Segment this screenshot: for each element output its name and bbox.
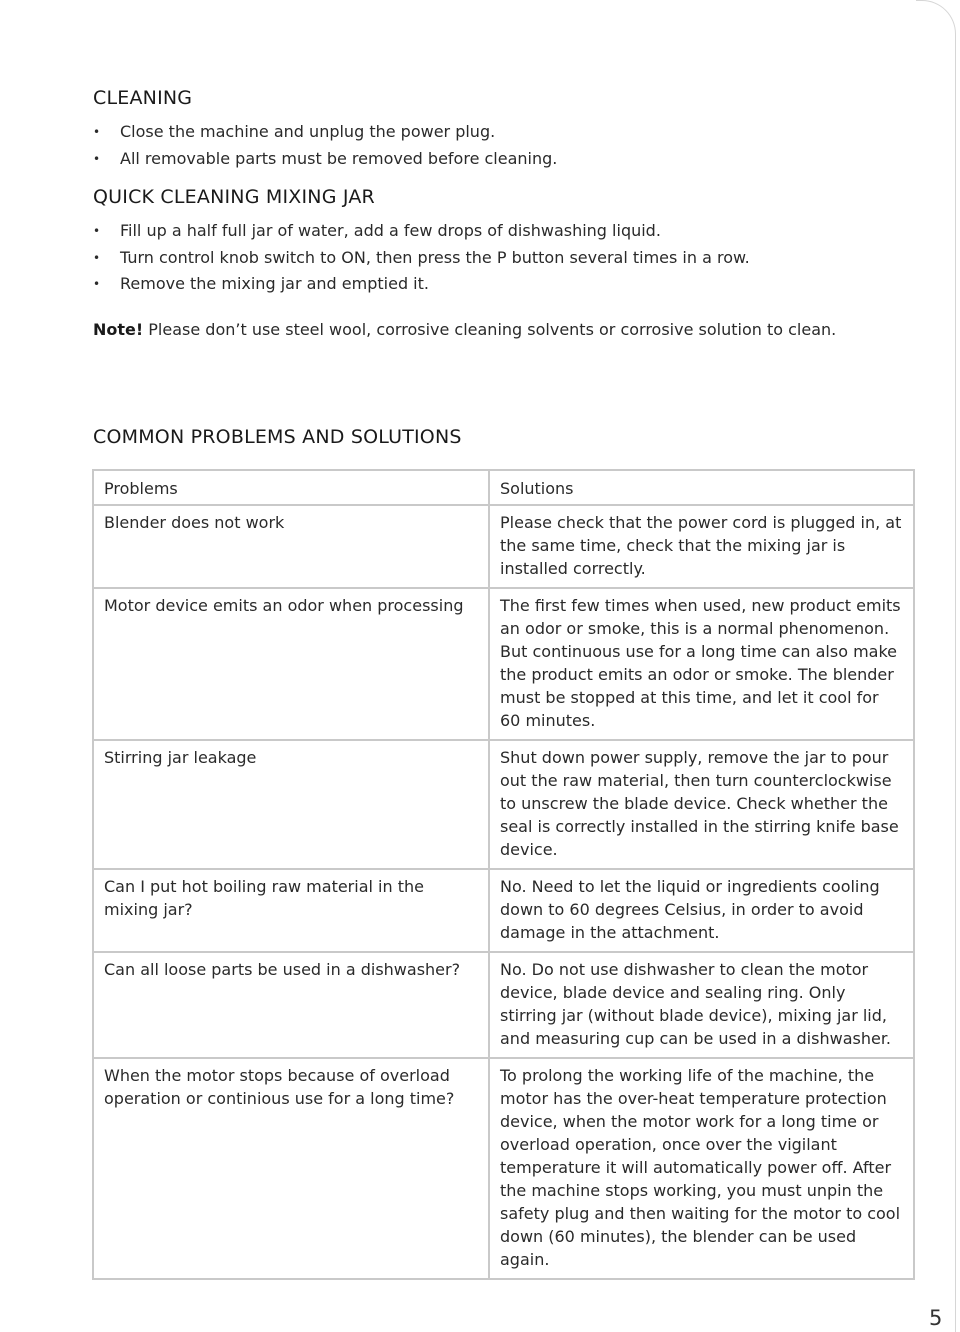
bullet-icon: • <box>93 277 101 291</box>
table-row <box>93 952 914 1058</box>
table-row <box>93 869 914 952</box>
table-row <box>93 1058 914 1279</box>
problem-cell: Can I put hot boiling raw material in the mixing jar? <box>93 869 489 952</box>
bullet-icon: • <box>93 125 101 139</box>
solution-cell: Shut down power supply, remove the jar to pour out the raw material, then turn counterclockwise to unscrew the blade device. Check whether the seal is correctly installed in the stirring knife base device. <box>489 740 914 869</box>
bullet-icon: • <box>93 250 101 265</box>
solution-cell: To prolong the working life of the machine, the motor has the over-heat temperature protection device, when the motor work for a long time or overload operation, once over the vigilant temperature it will automatically power off. After the machine stops working, you must unpin the safety plug and then waiting for the motor to cool down (60 minutes), the blender can be used again. <box>489 1058 914 1279</box>
list-item: • Close the machine and unplug the power plug. <box>93 119 557 146</box>
problem-cell: Stirring jar leakage <box>93 740 489 869</box>
list-item: • All removable parts must be removed before cleaning. <box>93 146 557 173</box>
cleaning-heading: CLEANING <box>93 87 193 109</box>
cleaning-list <box>93 119 557 172</box>
problems-heading: COMMON PROBLEMS AND SOLUTIONS <box>93 426 462 448</box>
note-label: Note! <box>93 320 144 339</box>
page-edge <box>916 0 956 1332</box>
bullet-icon: • <box>93 151 101 166</box>
table-row <box>93 505 914 588</box>
problems-solutions-table <box>92 469 915 1280</box>
solution-cell: No. Need to let the liquid or ingredients cooling down to 60 degrees Celsius, in order to avoid damage in the attachment. <box>489 869 914 952</box>
problem-cell: Blender does not work <box>93 505 489 588</box>
problems-header: Problems <box>93 470 489 505</box>
list-item: • Turn control knob switch to ON, then press the P button several times in a row. <box>93 245 750 272</box>
solutions-header: Solutions <box>489 470 914 505</box>
table-row <box>93 588 914 740</box>
table-header-row <box>93 470 914 505</box>
list-item: • Fill up a half full jar of water, add a few drops of dishwashing liquid. <box>93 218 750 245</box>
quick-cleaning-list <box>93 218 750 298</box>
table-row <box>93 740 914 869</box>
solution-cell: The first few times when used, new product emits an odor or smoke, this is a normal phenomenon. But continuous use for a long time can also make the product emits an odor or smoke. The blender must be stopped at this time, and let it cool for 60 minutes. <box>489 588 914 740</box>
quick-cleaning-heading: QUICK CLEANING MIXING JAR <box>93 186 375 208</box>
solution-cell: Please check that the power cord is plugged in, at the same time, check that the mixing jar is installed correctly. <box>489 505 914 588</box>
page-number: 5 <box>929 1306 943 1330</box>
note-text: Please don’t use steel wool, corrosive cleaning solvents or corrosive solution to clean. <box>148 320 837 339</box>
problem-cell: Can all loose parts be used in a dishwasher? <box>93 952 489 1058</box>
list-item: • Remove the mixing jar and emptied it. <box>93 271 750 298</box>
bullet-icon: • <box>93 224 101 238</box>
note <box>93 320 836 339</box>
problem-cell: When the motor stops because of overload operation or continious use for a long time? <box>93 1058 489 1279</box>
problem-cell: Motor device emits an odor when processing <box>93 588 489 740</box>
solution-cell: No. Do not use dishwasher to clean the motor device, blade device and sealing ring. Only stirring jar (without blade device), mixing jar lid, and measuring cup can be used in a dishwasher. <box>489 952 914 1058</box>
